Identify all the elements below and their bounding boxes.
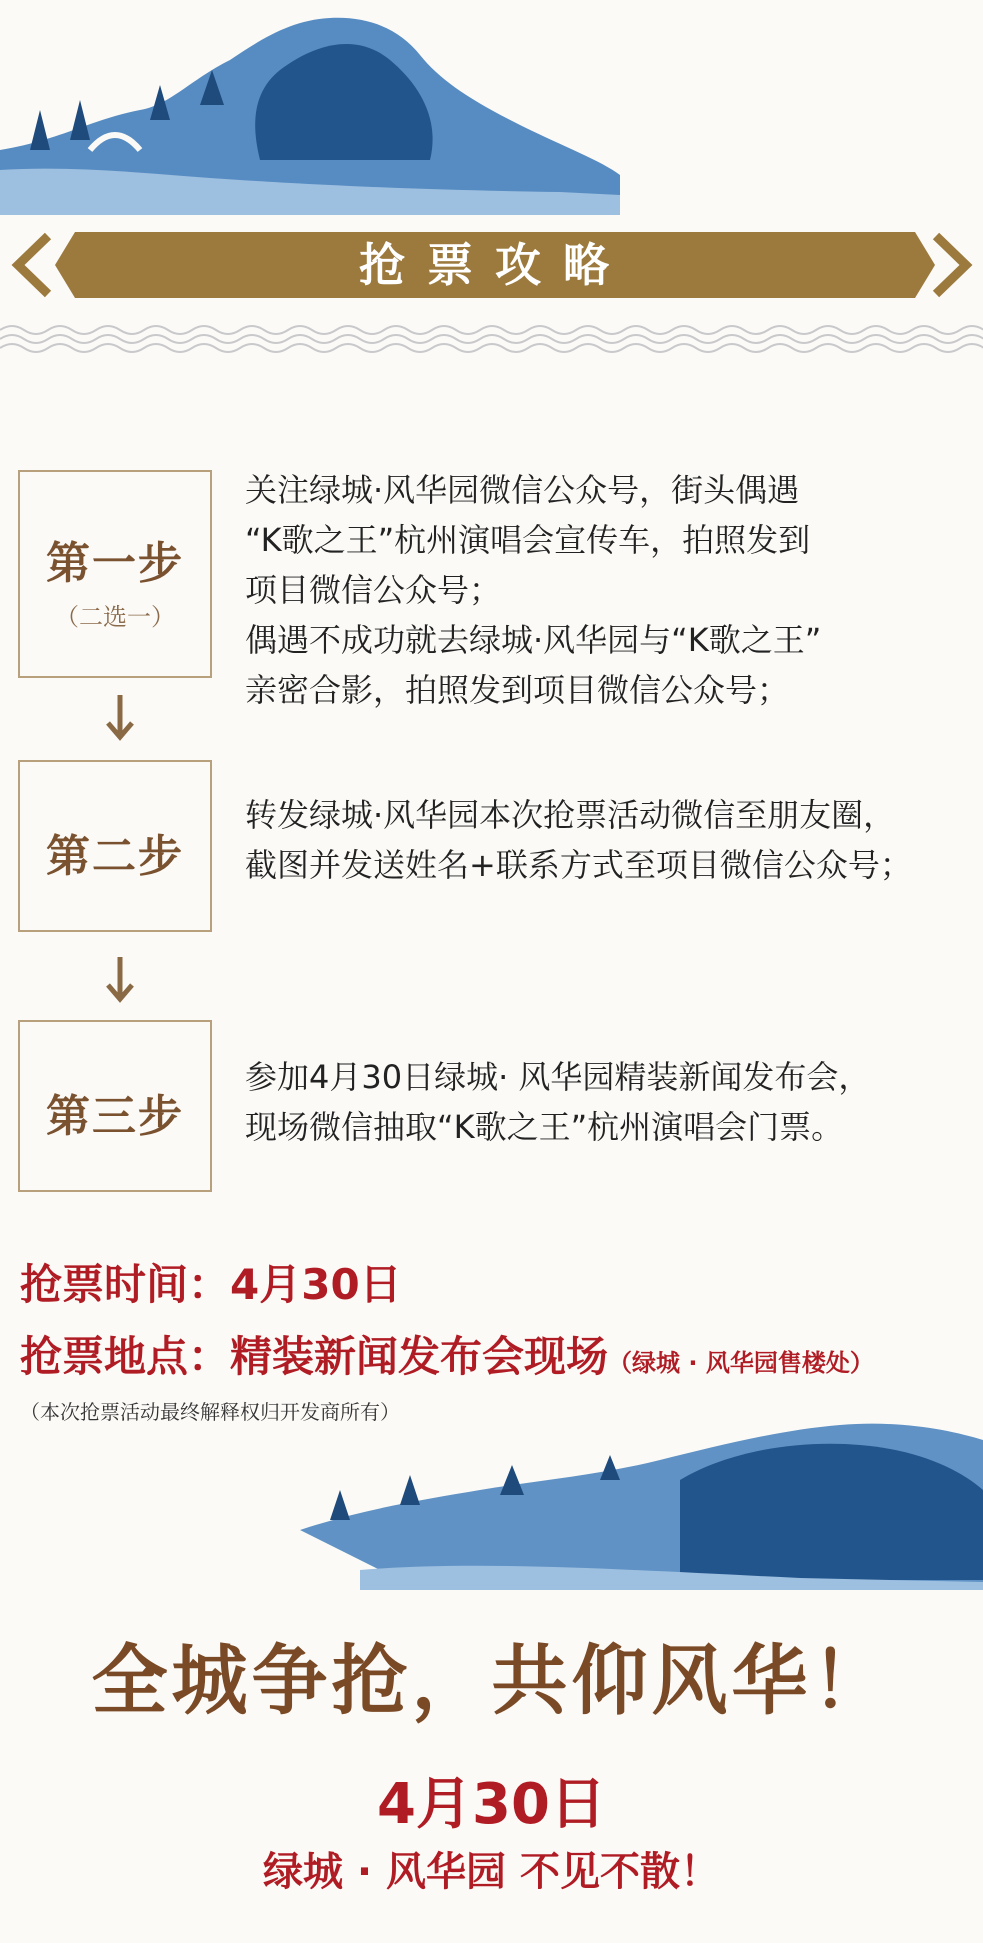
ticket-place-note: （绿城 · 风华园售楼处） bbox=[608, 1349, 874, 1377]
step-3-line: 参加4月30日绿城· 风华园精装新闻发布会， bbox=[245, 1058, 871, 1096]
step-1-line: 项目微信公众号； bbox=[245, 571, 502, 609]
step-3-box bbox=[18, 1020, 212, 1192]
ticket-time bbox=[20, 1252, 402, 1312]
step-3-text bbox=[245, 1052, 965, 1152]
step-1-line: “K歌之王”杭州演唱会宣传车，拍照发到 bbox=[245, 521, 811, 559]
top-landscape-illustration bbox=[0, 0, 620, 215]
step-2-line: 转发绿城·风华园本次抢票活动微信至朋友圈， bbox=[245, 796, 896, 834]
step-1-line: 亲密合影，拍照发到项目微信公众号； bbox=[245, 671, 790, 709]
ticket-time-text: 抢票时间：4月30日 bbox=[20, 1260, 402, 1309]
ticket-place-text: 抢票地点：精装新闻发布会现场 bbox=[20, 1332, 609, 1381]
title-banner bbox=[55, 232, 935, 298]
step-1-line: 关注绿城·风华园微信公众号，街头偶遇 bbox=[245, 471, 800, 509]
ticket-place bbox=[20, 1324, 874, 1384]
closing-text: 绿城 · 风华园 不见不散！ bbox=[263, 1849, 720, 1895]
step-3-line: 现场微信抽取“K歌之王”杭州演唱会门票。 bbox=[245, 1108, 844, 1146]
left-chevron-icon bbox=[8, 232, 52, 298]
step-2-text bbox=[245, 790, 965, 890]
bottom-landscape-illustration bbox=[300, 1420, 983, 1590]
step-1-subtitle: （二选一） bbox=[55, 603, 175, 631]
step-3-title: 第三步 bbox=[46, 1091, 184, 1142]
event-date: 4月30日 bbox=[377, 1772, 606, 1837]
arrow-down-icon bbox=[104, 693, 136, 743]
step-1-line: 偶遇不成功就去绿城·风华园与“K歌之王” bbox=[245, 621, 822, 659]
step-2-box bbox=[18, 760, 212, 932]
step-2-title: 第二步 bbox=[46, 831, 184, 882]
step-1-title: 第一步 bbox=[46, 538, 184, 589]
disclaimer: （本次抢票活动最终解释权归开发商所有） bbox=[20, 1400, 400, 1424]
slogan: 全城争抢，共仰风华！ bbox=[91, 1636, 892, 1725]
right-chevron-icon bbox=[932, 232, 976, 298]
page-title: 抢票攻略 bbox=[359, 238, 631, 292]
step-2-line: 截图并发送姓名+联系方式至项目微信公众号； bbox=[245, 846, 912, 884]
step-1-box bbox=[18, 470, 212, 678]
step-1-text bbox=[245, 465, 965, 715]
wave-divider bbox=[0, 322, 983, 356]
arrow-down-icon bbox=[104, 955, 136, 1005]
